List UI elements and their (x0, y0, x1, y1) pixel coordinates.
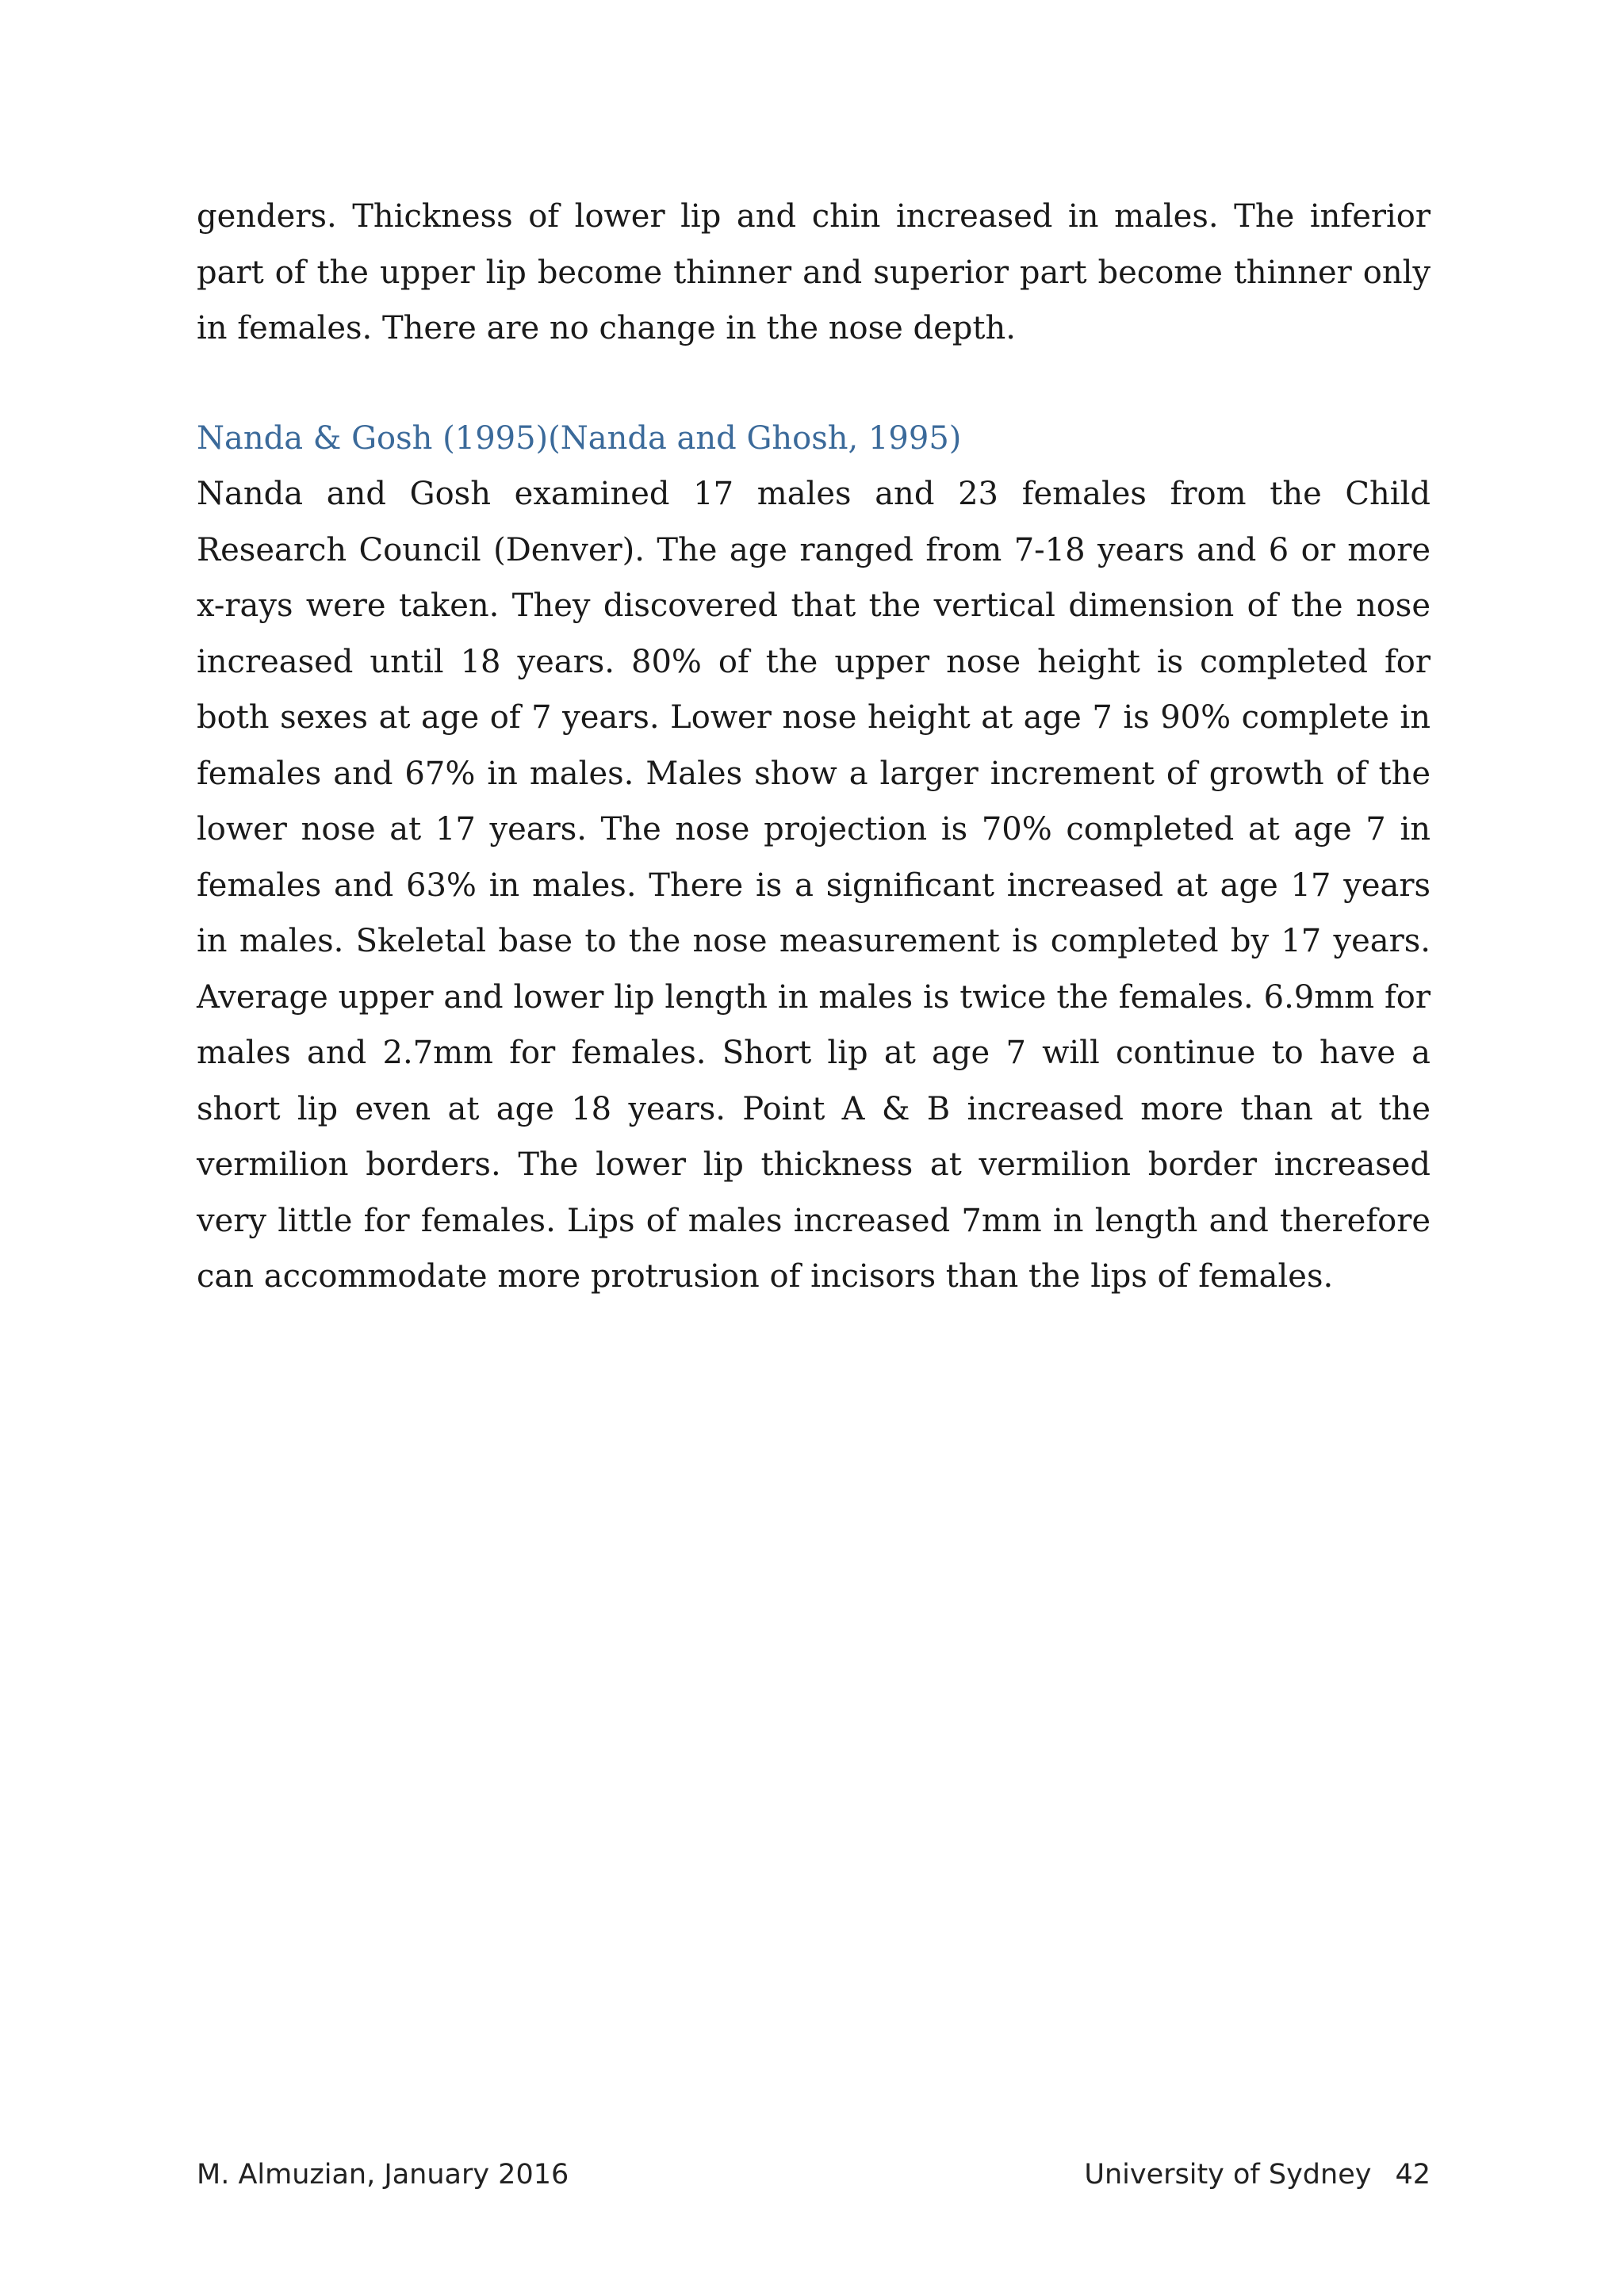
section-heading: Nanda & Gosh (1995)(Nanda and Ghosh, 1995) (197, 419, 962, 457)
page-content (197, 189, 1431, 1305)
section-body-paragraph: Nanda and Gosh examined 17 males and 23 females from the Child Research Council (Denver). The age ranged from 7-18 years and 6 or more x-rays were taken. They discovered that the vertical dimension of the nose increased until 18 years. 80% of the upper nose height is completed for both sexes at age of 7 years. Lower nose height at age 7 is 90% complete in females and 67% in males. Males show a larger increment of growth of the lower nose at 17 years. The nose projection is 70% completed at age 7 in females and 63% in males. There is a significant increased at age 17 years in males. Skeletal base to the nose measurement is completed by 17 years. Average upper and lower lip length in males is twice the females. 6.9mm for males and 2.7mm for females. Short lip at age 7 will continue to have a short lip even at age 18 years. Point A & B increased more than at the vermilion borders. The lower lip thickness at vermilion border increased very little for females. Lips of males increased 7mm in length and therefore can accommodate more protrusion of incisors than the lips of females. (197, 476, 1431, 1295)
page-footer (197, 2159, 1431, 2198)
footer-author-date: M. Almuzian, January 2016 (197, 2159, 569, 2191)
page-number: 42 (1395, 2159, 1431, 2191)
continuation-paragraph: genders. Thickness of lower lip and chin increased in males. The inferior part of the upper lip become thinner and superior part become thinner only in females. There are no change in the nose depth. (197, 198, 1431, 346)
footer-institution: University of Sydney (1084, 2159, 1372, 2191)
footer-right-group (1084, 2159, 1431, 2191)
